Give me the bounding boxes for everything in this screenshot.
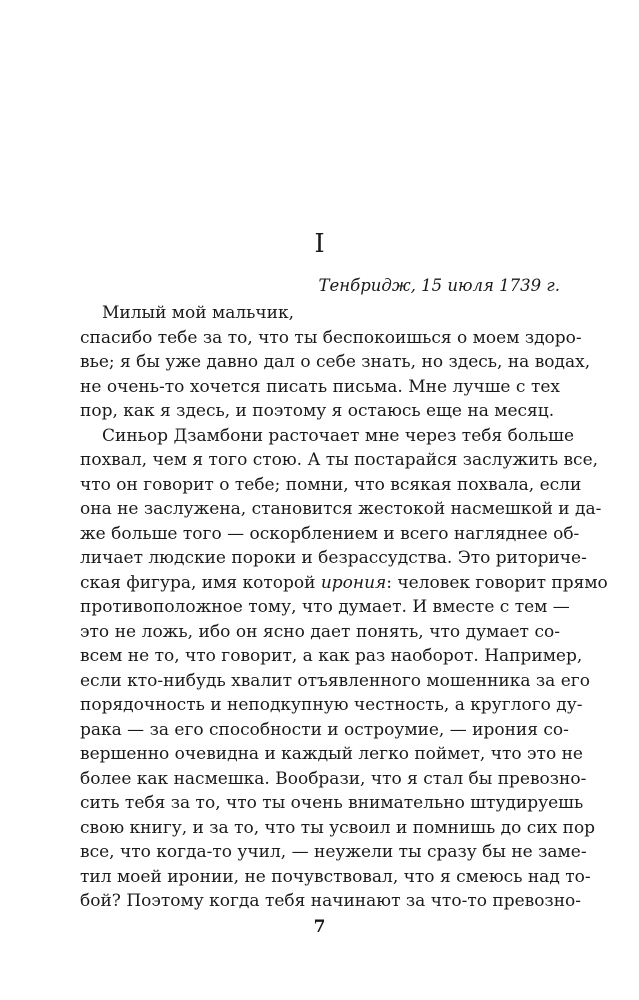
salutation-line: Милый мой мальчик, [102, 303, 295, 323]
text-line: что он говорит о тебе; помни, что всякая похвала, если [80, 474, 582, 495]
text-line: противоположное тому, что думает. И вместе с тем — [80, 597, 570, 617]
text-line: Синьор Дзамбони расточает мне через тебя больше [102, 425, 575, 446]
text-line: похвал, чем я того стою. А ты постарайся заслужить все, [80, 450, 599, 470]
letter-dateline: Тенбридж, 15 июля 1739 г. [318, 276, 560, 295]
text-line: она не заслужена, становится жестокой насмешкой и да- [80, 499, 602, 519]
text-line: всем не то, что говорит, а как раз наоборот. Например, [80, 646, 583, 666]
text-line: сить тебя за то, что ты очень внимательно штудируешь [80, 793, 584, 813]
text-line: тил моей иронии, не почувствовал, что я смеюсь над то- [80, 866, 591, 887]
text-line: свою книгу, и за то, что ты усвоил и помнишь до сих пор [80, 817, 596, 838]
chapter-number: I [314, 229, 325, 259]
text-line: не очень-то хочется писать письма. Мне лучше с тех [80, 376, 560, 397]
text-line: рака — за его способности и остроумие, — ирония со- [80, 719, 569, 740]
text-line: если кто-нибудь хвалит отъявленного мошенника за его [80, 670, 590, 691]
letter-body [80, 301, 608, 914]
text-line [80, 571, 608, 596]
text-line: вершенно очевидна и каждый легко поймет, что это не [80, 744, 583, 764]
text-line: более как насмешка. Вообрази, что я стал бы превозно- [80, 768, 587, 789]
text-segment: ская фигура, имя которой [80, 572, 321, 593]
text-line: же больше того — оскорблением и всего нагляднее об- [80, 523, 580, 544]
text-line: порядочность и неподкупную честность, а круглого ду- [80, 695, 583, 715]
text-line: спасибо тебе за то, что ты беспокоишься о моем здоро- [80, 327, 582, 348]
text-line: пор, как я здесь, и поэтому я остаюсь еще на месяц. [80, 401, 555, 421]
text-segment: : человек говорит прямо [386, 572, 608, 593]
text-line: личает людские пороки и безрассудства. Это риториче- [80, 548, 587, 568]
text-line: бой? Поэтому когда тебя начинают за что-то превозно- [80, 891, 582, 911]
italic-term: ирония [320, 572, 387, 593]
text-line: все, что когда-то учил, — неужели ты сразу бы не заме- [80, 842, 587, 862]
text-line: вье; я бы уже давно дал о себе знать, но здесь, на водах, [80, 352, 591, 372]
text-line: это не ложь, ибо он ясно дает понять, что думает со- [80, 621, 560, 642]
page-number: 7 [313, 917, 326, 937]
